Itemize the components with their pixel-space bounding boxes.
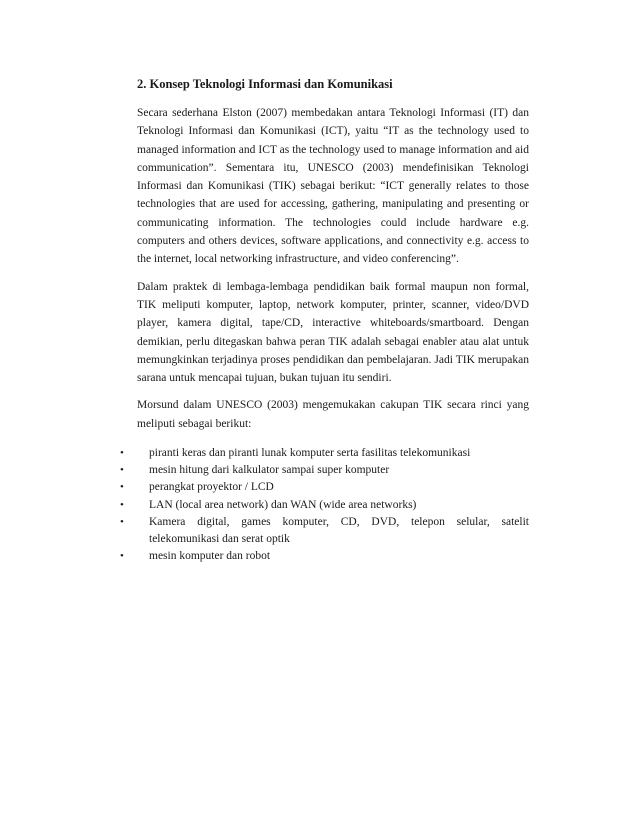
bullet-icon: • — [120, 481, 124, 494]
document-body — [120, 76, 529, 565]
list-item — [120, 548, 529, 565]
list-item-text: Kamera digital, games komputer, CD, DVD, telepon selular, satelit telekomunikasi dan serat optik — [149, 515, 529, 546]
list-item — [120, 479, 529, 496]
bullet-icon: • — [120, 515, 124, 528]
paragraph-practice: Dalam praktek di lembaga-lembaga pendidikan baik formal maupun non formal, TIK meliputi komputer, laptop, network komputer, printer, scanner, video/DVD player, kamera digital, tape/CD, interactive whiteboards/smartboard. Dengan demikian, perlu ditegaskan bahwa peran TIK adalah sebagai enabler atau alat untuk memungkinkan terjadinya proses pendidikan dan pembelajaran. Jadi TIK merupakan sarana untuk mencapai tujuan, bukan tujuan itu sendiri. — [137, 280, 529, 385]
scope-list — [120, 445, 529, 565]
list-item-text: piranti keras dan piranti lunak komputer serta fasilitas telekomunikasi — [149, 447, 471, 460]
list-item-text: perangkat proyektor / LCD — [149, 481, 274, 494]
list-item-text: mesin komputer dan robot — [149, 550, 271, 563]
paragraph-definition: Secara sederhana Elston (2007) membedakan antara Teknologi Informasi (IT) dan Teknologi Informasi dan Komunikasi (ICT), yaitu “IT as the technology used to managed information and ICT as the technology used to manage information and aid communication”. Sementara itu, UNESCO (2003) mendefinisikan Teknologi Informasi dan Komunikasi (TIK) sebagai berikut: “ICT generally relates to those technologies that are used for accessing, gathering, manipulating and presenting or communicating information. The technologies could include hardware e.g. computers and others devices, software applications, and connectivity e.g. access to the internet, local networking infrastructure, and video conferencing”. — [137, 107, 529, 266]
list-item-text: mesin hitung dari kalkulator sampai super komputer — [149, 464, 390, 477]
bullet-icon: • — [120, 447, 124, 460]
bullet-icon: • — [120, 498, 124, 511]
list-item — [120, 462, 529, 479]
section-heading: 2. Konsep Teknologi Informasi dan Komunikasi — [137, 77, 393, 91]
list-item — [120, 497, 529, 514]
list-item — [120, 445, 529, 462]
list-item-text: LAN (local area network) dan WAN (wide area networks) — [149, 498, 417, 511]
bullet-icon: • — [120, 464, 124, 477]
bullet-icon: • — [120, 550, 124, 563]
paragraph-scope-intro: Morsund dalam UNESCO (2003) mengemukakan cakupan TIK secara rinci yang meliputi sebagai berikut: — [137, 399, 529, 430]
list-item — [120, 514, 529, 548]
